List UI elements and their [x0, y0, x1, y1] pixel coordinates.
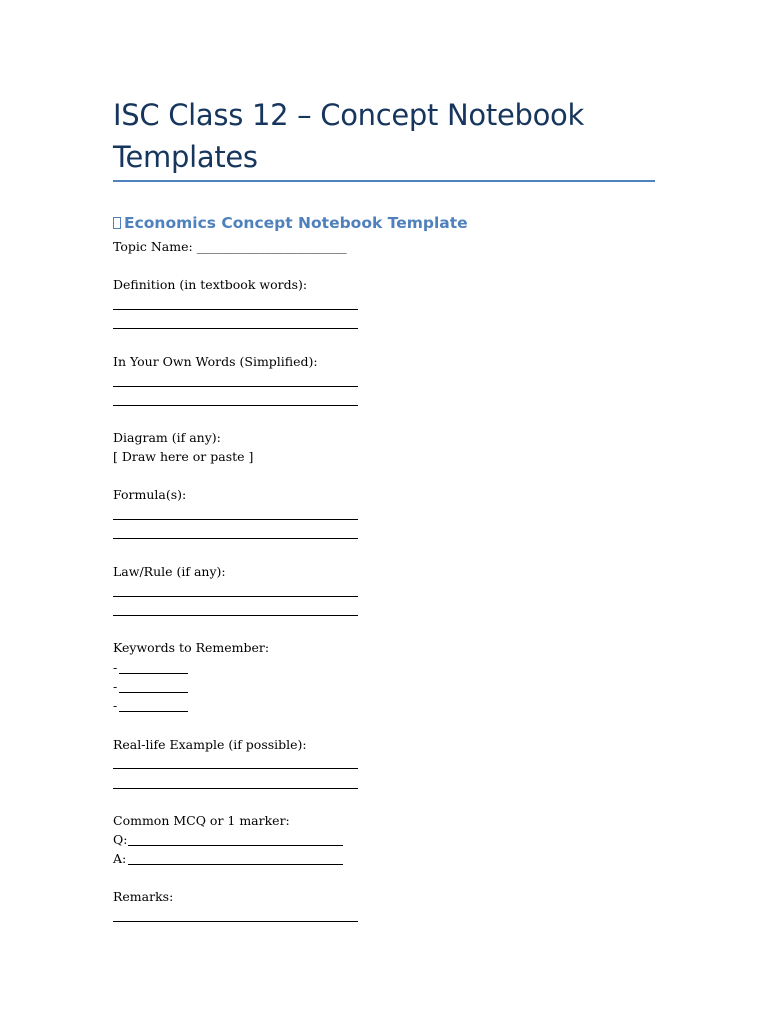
keyword-blank-2 — [119, 692, 188, 693]
keyword-blank-1 — [119, 673, 188, 674]
real-life-blank-line-1 — [113, 768, 358, 769]
topic-name-field: Topic Name: ________________________ — [113, 239, 347, 254]
own-words-blank-line-2 — [113, 405, 358, 406]
diagram-placeholder: [ Draw here or paste ] — [113, 449, 254, 464]
definition-label: Definition (in textbook words): — [113, 277, 308, 292]
answer-prefix: A: — [113, 851, 127, 866]
formula-label: Formula(s): — [113, 487, 187, 502]
question-prefix: Q: — [113, 832, 128, 847]
question-blank — [128, 845, 343, 846]
real-life-label: Real-life Example (if possible): — [113, 737, 307, 752]
definition-blank-line-2 — [113, 328, 358, 329]
remarks-label: Remarks: — [113, 889, 174, 904]
own-words-blank-line-1 — [113, 386, 358, 387]
law-rule-blank-line-1 — [113, 596, 358, 597]
keyword-bullet-3: - — [113, 698, 118, 713]
answer-blank — [128, 864, 343, 865]
keywords-label: Keywords to Remember: — [113, 640, 270, 655]
missing-glyph-icon — [113, 217, 121, 229]
title-underline — [113, 180, 655, 182]
definition-blank-line-1 — [113, 309, 358, 310]
own-words-label: In Your Own Words (Simplified): — [113, 354, 318, 369]
section-heading-text: Economics Concept Notebook Template — [124, 214, 468, 232]
real-life-blank-line-2 — [113, 788, 358, 789]
law-rule-label: Law/Rule (if any): — [113, 564, 226, 579]
keyword-bullet-1: - — [113, 660, 118, 675]
keyword-bullet-2: - — [113, 679, 118, 694]
section-heading — [113, 212, 468, 234]
formula-blank-line-2 — [113, 538, 358, 539]
diagram-label: Diagram (if any): — [113, 430, 221, 445]
keyword-blank-3 — [119, 711, 188, 712]
mcq-label: Common MCQ or 1 marker: — [113, 813, 290, 828]
law-rule-blank-line-2 — [113, 615, 358, 616]
document-title: ISC Class 12 – Concept Notebook Templates — [113, 98, 584, 174]
remarks-blank-line — [113, 921, 358, 922]
formula-blank-line-1 — [113, 519, 358, 520]
